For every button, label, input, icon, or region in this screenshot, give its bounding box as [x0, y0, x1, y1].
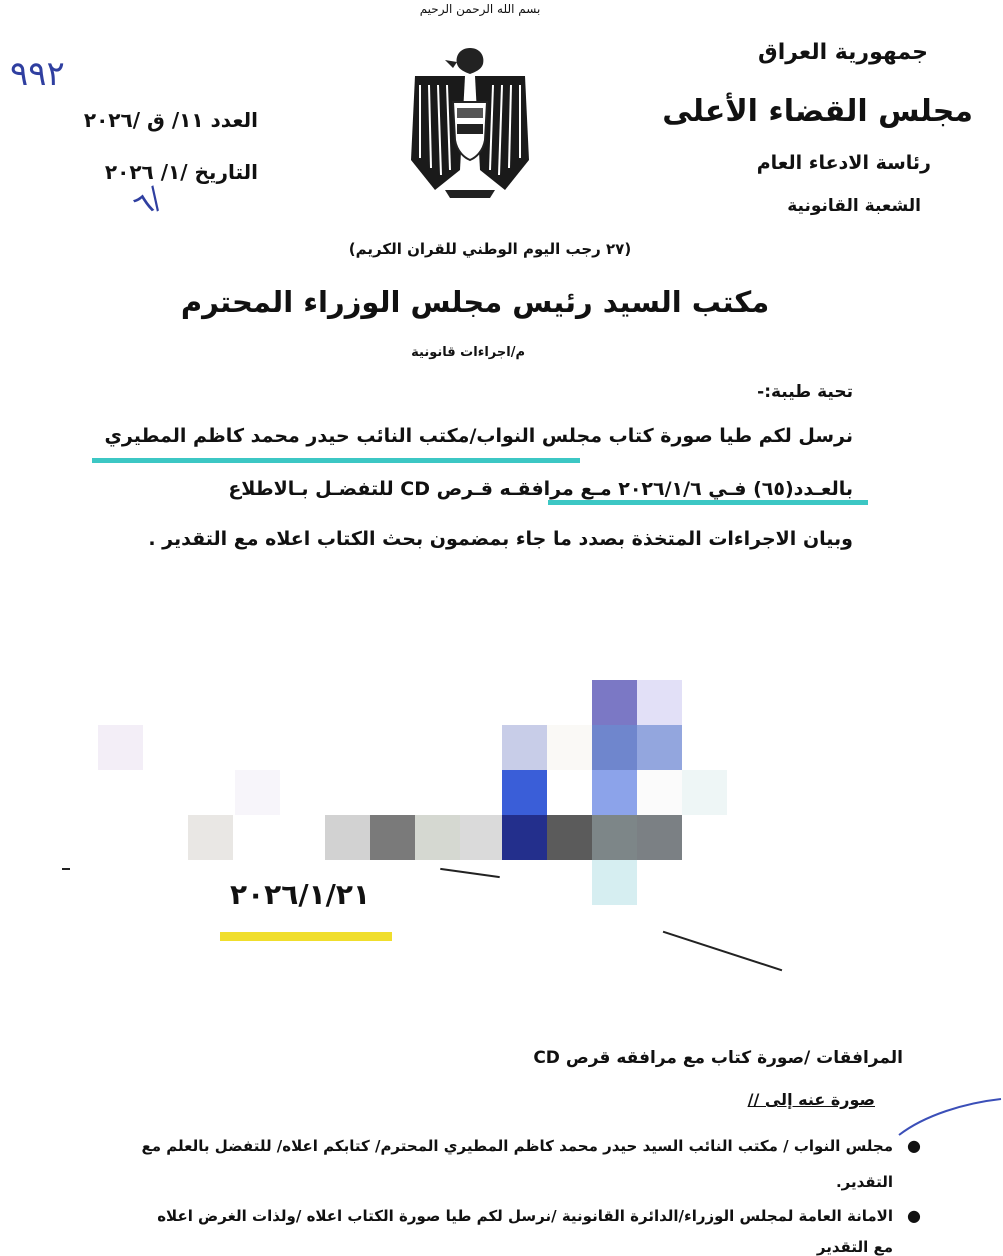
redacted-signature [95, 680, 735, 910]
list-item [113, 1198, 921, 1234]
bullet-icon: ● [907, 1206, 921, 1225]
eagle-emblem-icon [405, 40, 535, 204]
pen-stroke [62, 868, 70, 870]
bullet-icon: ● [907, 1136, 921, 1155]
list-item [113, 1128, 921, 1200]
reference-number: العدد ١١/ ق /٢٠٢٦ [83, 108, 258, 132]
teal-highlight-2 [548, 500, 868, 505]
handwritten-number: ٩٩٢ [10, 54, 65, 94]
body-line-3: وبيان الاجراءات المتخذة بصدد ما جاء بمضمون بحث الكتاب اعلاه مع التقدير . [148, 528, 853, 550]
occasion-banner: (٢٧ رجب اليوم الوطني للقران الكريم) [348, 240, 632, 258]
body-line-1: نرسل لكم طيا صورة كتاب مجلس النواب/مكتب النائب حيدر محمد كاظم المطيري [104, 425, 853, 447]
list-item-text: مجلس النواب / مكتب النائب السيد حيدر محمد كاظم المطيري المحترم/ كتابكم اعلاه/ للتفضل بالعلم مع التقدير. [141, 1137, 893, 1191]
document-date: التاريخ /١/ ٢٠٢٦ [104, 160, 258, 184]
pen-stroke [663, 931, 783, 972]
handwritten-mark: ٦/ [128, 180, 169, 225]
pen-curve [895, 1095, 1003, 1149]
yellow-highlight [220, 932, 392, 941]
subject-line: م/اجراءات قانونية [411, 345, 525, 360]
list-item-text: الامانة العامة لمجلس الوزراء/الدائرة القانونية /نرسل لكم طيا صورة الكتاب اعلاه /ولذات الغرض اعلاه [157, 1207, 893, 1225]
recipient-title: مكتب السيد رئيس مجلس الوزراء المحترم [180, 285, 770, 319]
attachments-line: المرافقات /صورة كتاب مع مرافقه قرص CD [533, 1048, 903, 1068]
teal-highlight-1 [92, 458, 580, 463]
council-name: مجلس القضاء الأعلى [662, 94, 973, 129]
cut-off-text: مع التقدير [816, 1238, 893, 1256]
country-name: جمهورية العراق [758, 40, 928, 65]
copy-to-heading: صورة عنه إلى // [747, 1090, 875, 1109]
greeting: تحية طيبة:- [757, 382, 853, 402]
handwritten-date: ٢٠٢٦/١/٢١ [230, 878, 371, 911]
presidency-name: رئاسة الادعاء العام [756, 152, 931, 174]
basmala: بسم الله الرحمن الرحيم [419, 2, 541, 16]
division-name: الشعبة القانونية [787, 196, 921, 216]
body-line-2: بالعـدد(٦٥) فـي ٢٠٢٦/١/٦ مـع مرافقـه قـرص CD للتفضـل بـالاطلاع [228, 478, 853, 500]
